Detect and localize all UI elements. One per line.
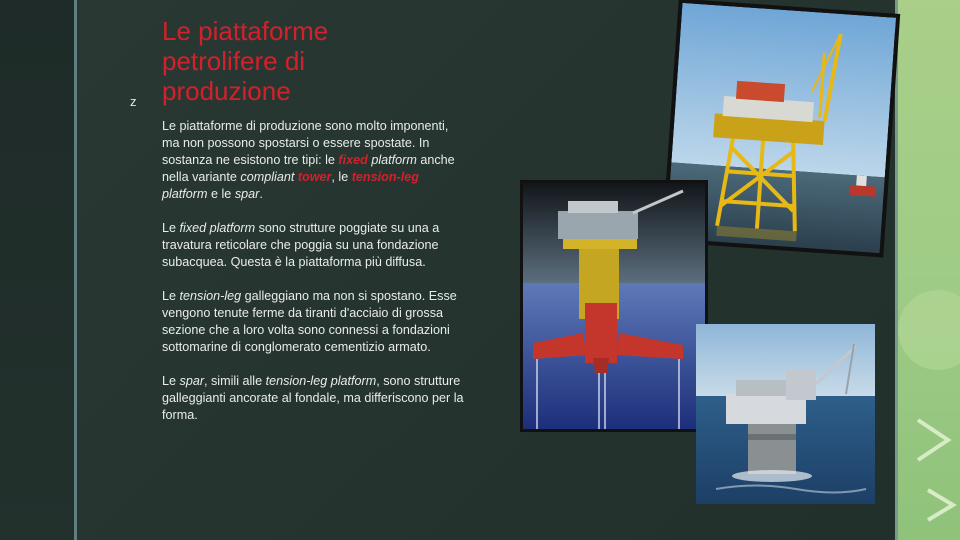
body-text xyxy=(162,118,467,441)
z-icon: ᴢ xyxy=(130,94,137,109)
paragraph-tension-leg xyxy=(162,288,467,356)
page-title xyxy=(162,16,462,106)
right-decor-band xyxy=(898,0,960,540)
text-run: platform xyxy=(367,153,417,167)
paragraph-spar xyxy=(162,373,467,424)
highlight-fixed: fixed xyxy=(338,153,368,167)
text-run: tension-leg platform xyxy=(265,374,377,388)
left-margin-band xyxy=(0,0,74,540)
text-run: Le piattaforme di produzione sono molto imponenti, ma non possono spostarsi o essere spostate. In sostanza ne esistono tre tipi: le xyxy=(162,119,449,167)
text-run: , le xyxy=(331,170,352,184)
text-run: Le xyxy=(162,289,180,303)
text-run: , simili alle xyxy=(204,374,266,388)
highlight-tension-leg: tension-leg xyxy=(351,170,419,184)
text-run: galleggiano ma non si spostano. Esse vengono tenute ferme da tiranti d'acciaio di grossa sezione che a loro volta sono connessi a fondazioni sottomarine di conglomerato cementizio armato. xyxy=(162,289,457,354)
text-run: platform xyxy=(162,187,208,201)
text-run: tension-leg xyxy=(179,289,242,303)
text-run: anche nella variante xyxy=(162,153,455,184)
text-run: Le xyxy=(162,374,180,388)
paragraph-intro xyxy=(162,118,467,203)
text-run: Le xyxy=(162,221,180,235)
text-run: spar xyxy=(179,374,205,388)
text-run: . xyxy=(259,187,263,201)
title-line-2: petrolifere di xyxy=(162,46,306,76)
text-run: e le xyxy=(207,187,235,201)
text-run: spar xyxy=(234,187,260,201)
paragraph-fixed xyxy=(162,220,467,271)
highlight-tower: tower xyxy=(297,170,332,184)
text-run: fixed platform xyxy=(179,221,256,235)
decor-pattern xyxy=(898,0,960,540)
title-line-1: Le piattaforme xyxy=(162,16,329,46)
tension-leg-platform-illustration xyxy=(520,180,708,432)
text-run: sono strutture poggiate su una a travatura reticolare che poggia su una fondazione subacquea. Questa è la piattaforma più diffusa. xyxy=(162,221,440,269)
title-line-3: produzione xyxy=(162,76,291,106)
text-run: compliant xyxy=(240,170,298,184)
text-run: , sono strutture galleggianti ancorate al fondale, ma differiscono per la forma. xyxy=(162,374,464,422)
spar-platform-photo xyxy=(696,324,875,504)
